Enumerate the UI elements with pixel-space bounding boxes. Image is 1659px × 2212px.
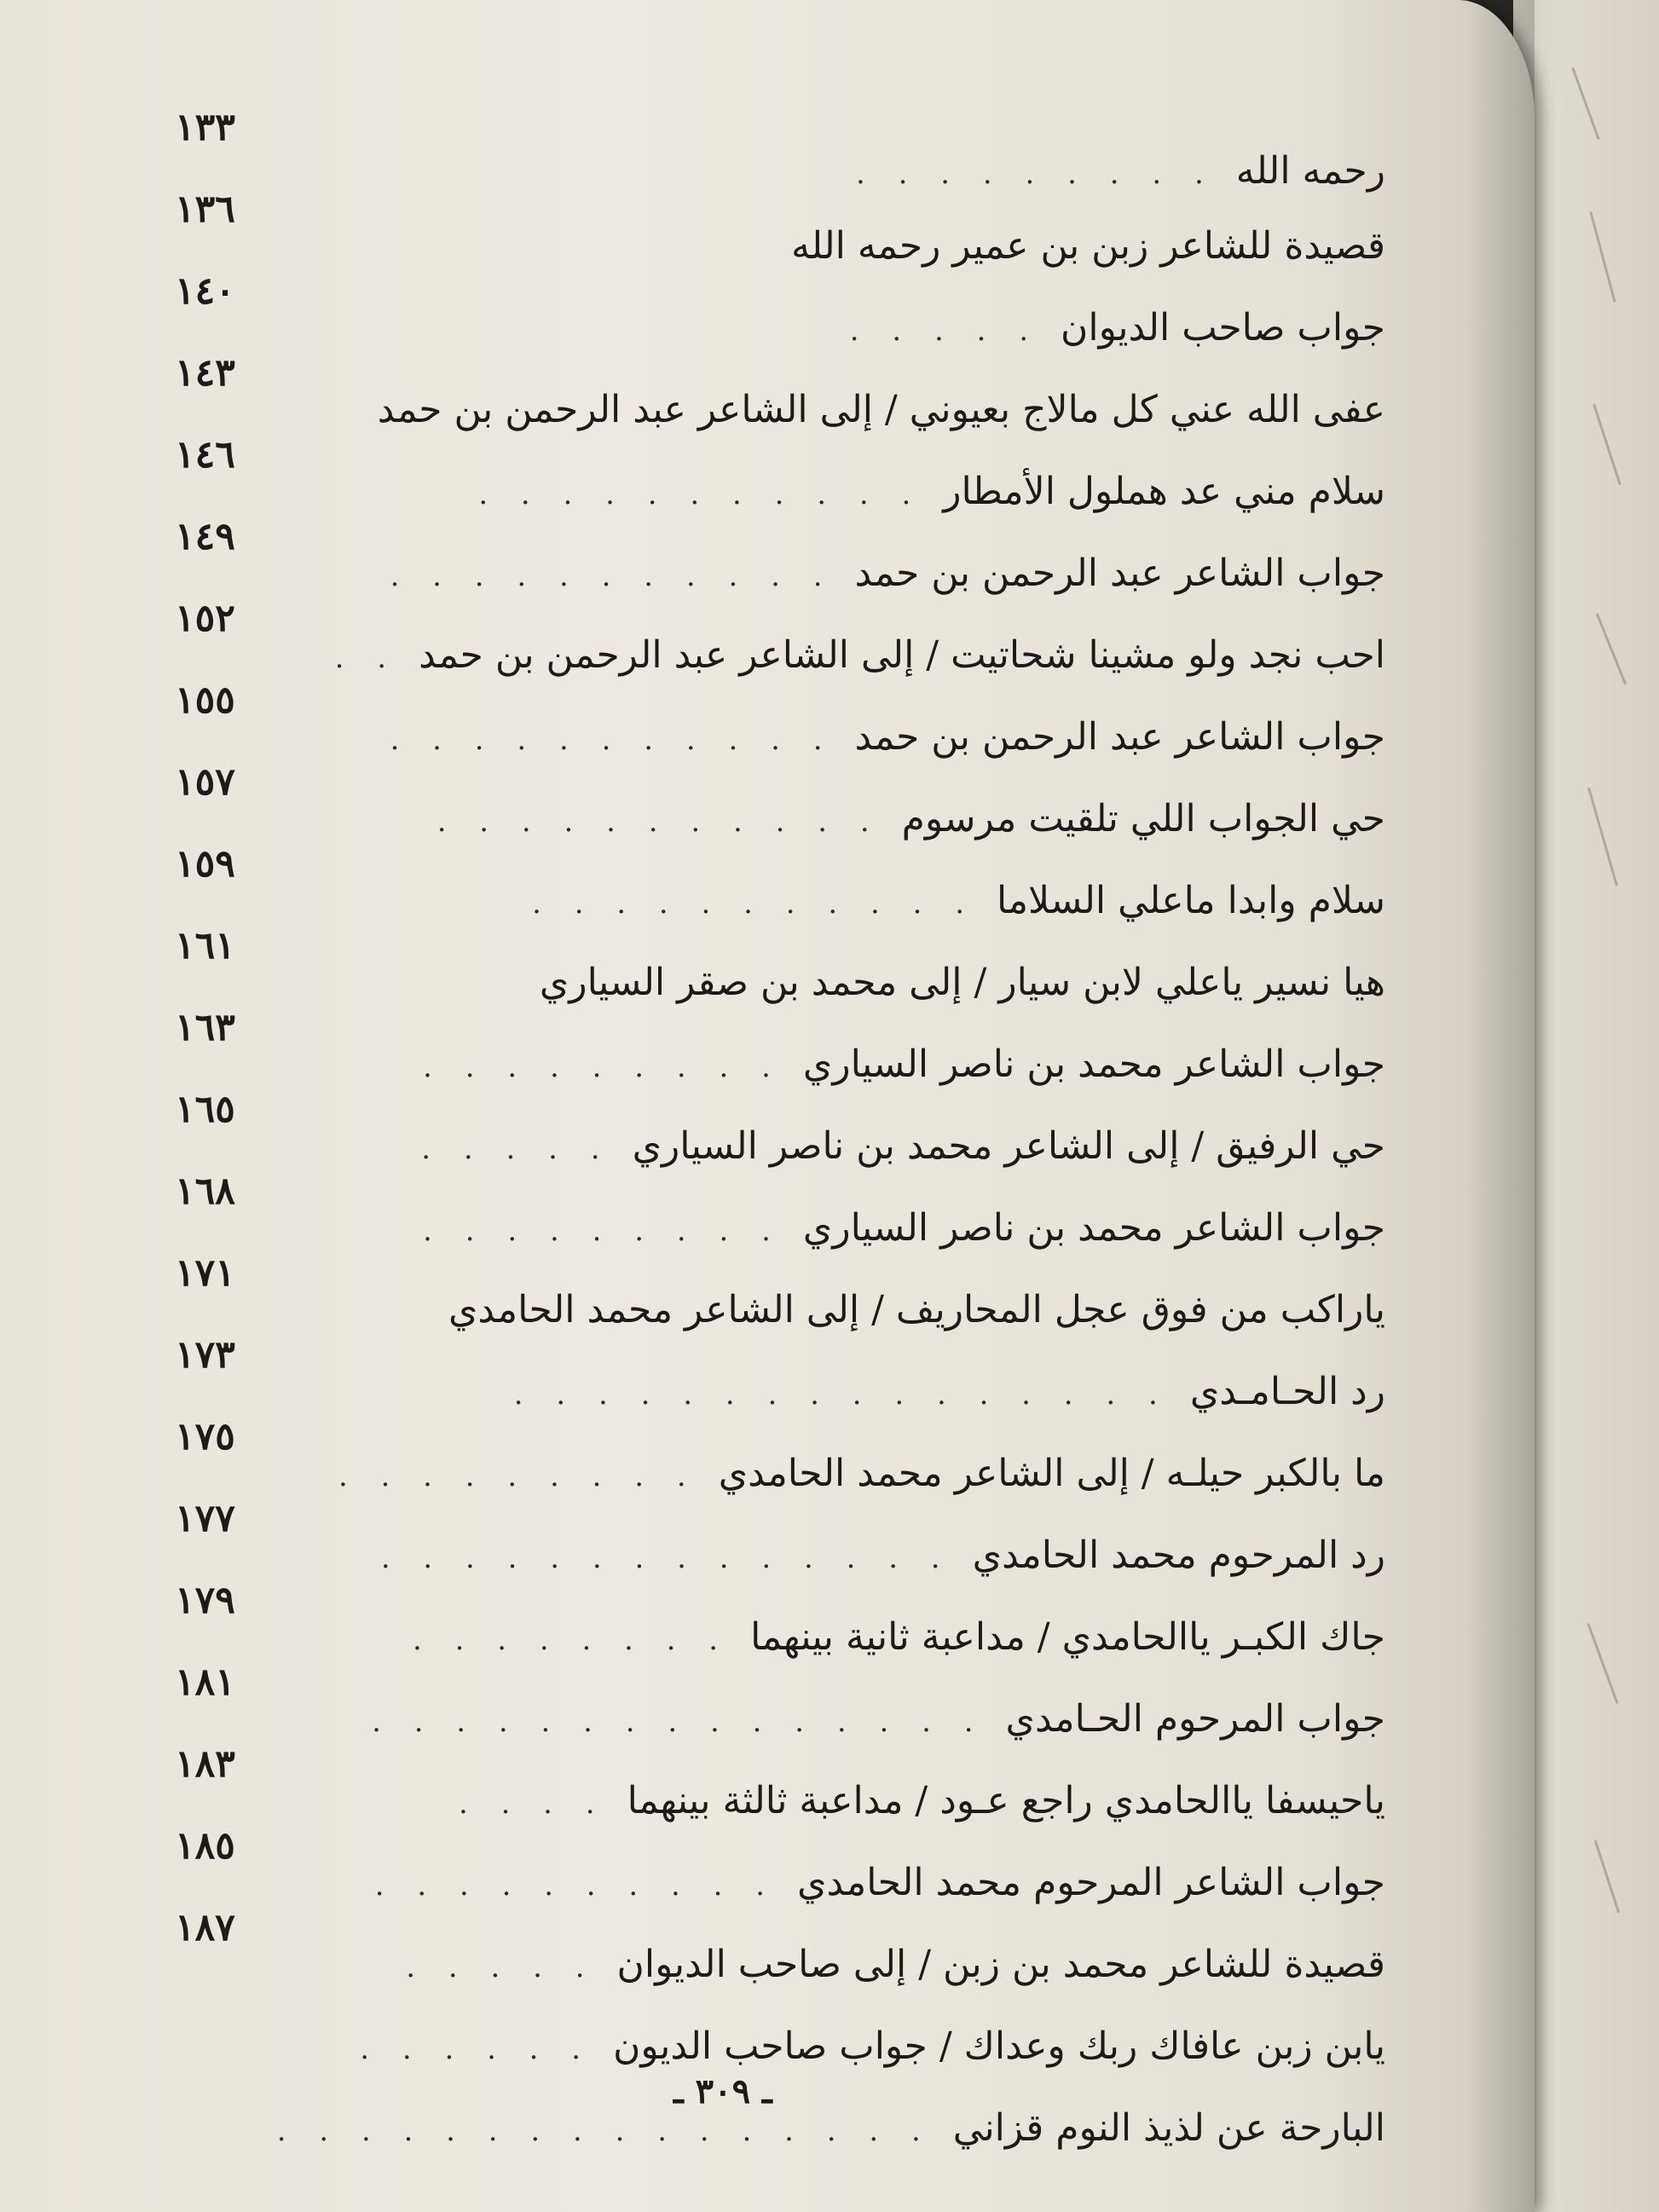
toc-title-text: رد الحـامـدي [1189, 1370, 1385, 1413]
toc-title-text: جاك الكبـر ياالحامدي / مداعبة ثانية بينهما [750, 1615, 1385, 1659]
toc-title-text: ما بالكبر حيلـه / إلى الشاعر محمد الحامدي [718, 1452, 1385, 1495]
table-of-contents [175, 107, 1385, 2152]
toc-page-number: ١٥٩ [175, 842, 235, 886]
toc-page-number: ١٤٩ [175, 515, 235, 558]
toc-row [175, 2071, 1385, 2152]
toc-title [406, 1941, 1385, 1991]
toc-leader-dots: . . . . . . . . . . . [478, 477, 923, 511]
toc-title-text: رحمه الله [1235, 149, 1385, 193]
toc-page-number: ١٦٨ [175, 1170, 235, 1213]
toc-title-text: البارحة عن لذيذ النوم قزاني [952, 2106, 1385, 2150]
toc-title-text: جواب الشاعر محمد بن ناصر السياري [802, 1206, 1385, 1250]
toc-page-number: ١٦٣ [175, 1006, 235, 1049]
toc-title-text: عفى الله عني كل مالاج بعيوني / إلى الشاعر عبد الرحمن بن حمد [377, 388, 1385, 431]
toc-leader-dots: . . . . . . . . . [423, 1214, 783, 1248]
toc-title [375, 1859, 1385, 1909]
toc-title [437, 795, 1385, 846]
toc-leader-dots: . . . . . . . . . . . . . . . [372, 1705, 986, 1739]
toc-title [850, 304, 1385, 355]
toc-title [519, 959, 1385, 1007]
toc-page-number: ١٦١ [175, 924, 235, 967]
toc-title [532, 877, 1385, 927]
toc-row [175, 106, 1385, 193]
toc-title-text: جواب الشاعر عبد الرحمن بن حمد [854, 715, 1385, 759]
toc-page-number: ١٧٩ [175, 1579, 235, 1622]
toc-row [175, 516, 1385, 598]
toc-leader-dots: . . . . . . . . . . . [390, 723, 835, 757]
toc-leader-dots: . . . . . [421, 1132, 612, 1166]
toc-title [338, 1450, 1385, 1500]
toc-leader-dots: . . . . . . . . . . . [436, 805, 882, 839]
toc-row [175, 598, 1385, 679]
toc-leader-dots: . . . . . . . . . . . . . . . . [513, 1377, 1170, 1412]
toc-title-text: احب نجد ولو مشينا شحاتيت / إلى الشاعر عبد الرحمن بن حمد [419, 633, 1385, 677]
toc-row [175, 1089, 1385, 1170]
toc-title [423, 1204, 1385, 1255]
toc-page-number: ١٤٣ [175, 351, 235, 395]
toc-leader-dots: . . . . . . . . . . . . . . [380, 1541, 952, 1575]
toc-title-text: حي الجواب اللي تلقيت مرسوم [901, 797, 1385, 840]
toc-title [360, 2023, 1385, 2073]
toc-title-text: ياحيسفا ياالحامدي راجع عـود / مداعبة ثالثة بينهما [627, 1779, 1385, 1822]
toc-title [277, 2105, 1385, 2155]
toc-page-number: ١٧٥ [175, 1415, 235, 1458]
toc-row [175, 1252, 1385, 1334]
toc-title [390, 550, 1385, 600]
toc-row [175, 1989, 1385, 2071]
toc-title-text: جواب الشاعر عبد الرحمن بن حمد [854, 552, 1385, 595]
toc-row [175, 1334, 1385, 1416]
toc-page-number: ١٣٦ [175, 188, 235, 231]
toc-title-text: جواب صاحب الديوان [1061, 306, 1385, 349]
toc-leader-dots: . . . . . [406, 1950, 597, 1984]
toc-row [175, 352, 1385, 434]
toc-row [175, 679, 1385, 761]
toc-row [175, 188, 1385, 270]
toc-row [175, 1170, 1385, 1252]
toc-leader-dots: . . . . . . . . . . . [390, 559, 835, 593]
toc-leader-dots: . . . . . . [360, 2032, 593, 2066]
toc-title-text: سلام مني عد هملول الأمطار [943, 470, 1385, 513]
toc-page-number: ١٨٥ [175, 1824, 235, 1868]
toc-row [175, 925, 1385, 1007]
toc-title [421, 1123, 1385, 1173]
toc-title [390, 713, 1385, 764]
toc-title-text: جواب الشاعر المرحوم محمد الحامدي [797, 1861, 1385, 1904]
toc-title-text: رد المرحوم محمد الحامدي [972, 1533, 1385, 1577]
toc-title [771, 222, 1385, 270]
toc-title [381, 1532, 1385, 1582]
toc-leader-dots: . . . . . . . . . [856, 157, 1216, 191]
toc-row [175, 1580, 1385, 1661]
toc-page-number: ١٥٥ [175, 679, 235, 722]
toc-row [175, 1007, 1385, 1089]
toc-row [175, 1743, 1385, 1825]
toc-page-number: ١٨٧ [175, 1906, 235, 1949]
toc-leader-dots: . . [334, 641, 399, 675]
toc-title-text: جواب المرحوم الحـامدي [1005, 1697, 1385, 1741]
toc-page-number: ١٥٧ [175, 760, 235, 804]
toc-row [175, 1907, 1385, 1989]
toc-row [175, 1661, 1385, 1743]
toc-title [459, 1777, 1385, 1828]
toc-leader-dots: . . . . . . . . . . [374, 1868, 777, 1903]
toc-page-number: ١٨٣ [175, 1742, 235, 1786]
toc-page-number: ١٤٦ [175, 433, 235, 476]
toc-title [428, 1286, 1385, 1334]
toc-row [175, 1416, 1385, 1498]
toc-row [175, 761, 1385, 843]
toc-leader-dots: . . . . . . . . . . . [532, 887, 977, 921]
toc-title [335, 632, 1385, 682]
toc-page-number: ١٣٣ [175, 106, 235, 149]
toc-row [175, 1498, 1385, 1580]
page-folio-number: ـ ٣٠٩ ـ [673, 2071, 772, 2111]
toc-leader-dots: . . . . . . . . . . . . . . . . [276, 2114, 933, 2148]
toc-title-text: ياراكب من فوق عجل المحاريف / إلى الشاعر محمد الحامدي [448, 1288, 1385, 1331]
toc-title [413, 1614, 1385, 1664]
toc-leader-dots: . . . . . [849, 314, 1041, 348]
toc-leader-dots: . . . . . . . . . [338, 1459, 698, 1493]
toc-row [175, 270, 1385, 352]
adjacent-page [1513, 0, 1659, 2212]
toc-page-number: ١٧٧ [175, 1497, 235, 1540]
toc-page-number: ١٧١ [175, 1251, 235, 1295]
toc-leader-dots: . . . . . . . . . [423, 1050, 783, 1084]
toc-title-text: حي الرفيق / إلى الشاعر محمد بن ناصر السياري [632, 1124, 1385, 1168]
toc-title-text: سلام وابدا ماعلي السلاما [997, 879, 1385, 922]
toc-row [175, 843, 1385, 925]
toc-title [514, 1368, 1385, 1418]
toc-title-text: هيا نسير ياعلي لابن سيار / إلى محمد بن صقر السياري [539, 961, 1385, 1004]
toc-title [372, 1695, 1385, 1746]
page-curl-shadow [1466, 0, 1535, 2212]
toc-row [175, 434, 1385, 516]
toc-title-text: جواب الشاعر محمد بن ناصر السياري [802, 1042, 1385, 1086]
toc-page-number: ١٥٢ [175, 597, 235, 640]
toc-page-number: ١٤٠ [175, 269, 235, 313]
toc-title-text: قصيدة للشاعر زبن بن عمير رحمه الله [791, 224, 1385, 268]
toc-page-number: ١٨١ [175, 1660, 235, 1704]
toc-row [175, 1825, 1385, 1907]
toc-page-number: ١٧٣ [175, 1333, 235, 1377]
toc-title [357, 386, 1385, 434]
toc-title [423, 1041, 1385, 1091]
toc-leader-dots: . . . . . . . . [412, 1623, 731, 1657]
toc-page-number: ١٦٥ [175, 1088, 235, 1131]
toc-title [478, 468, 1385, 518]
toc-title-text: يابن زبن عافاك ربك وعداك / جواب صاحب الديون [613, 2024, 1385, 2068]
toc-leader-dots: . . . . [458, 1787, 607, 1821]
toc-title-text: قصيدة للشاعر محمد بن زبن / إلى صاحب الديوان [616, 1943, 1385, 1986]
